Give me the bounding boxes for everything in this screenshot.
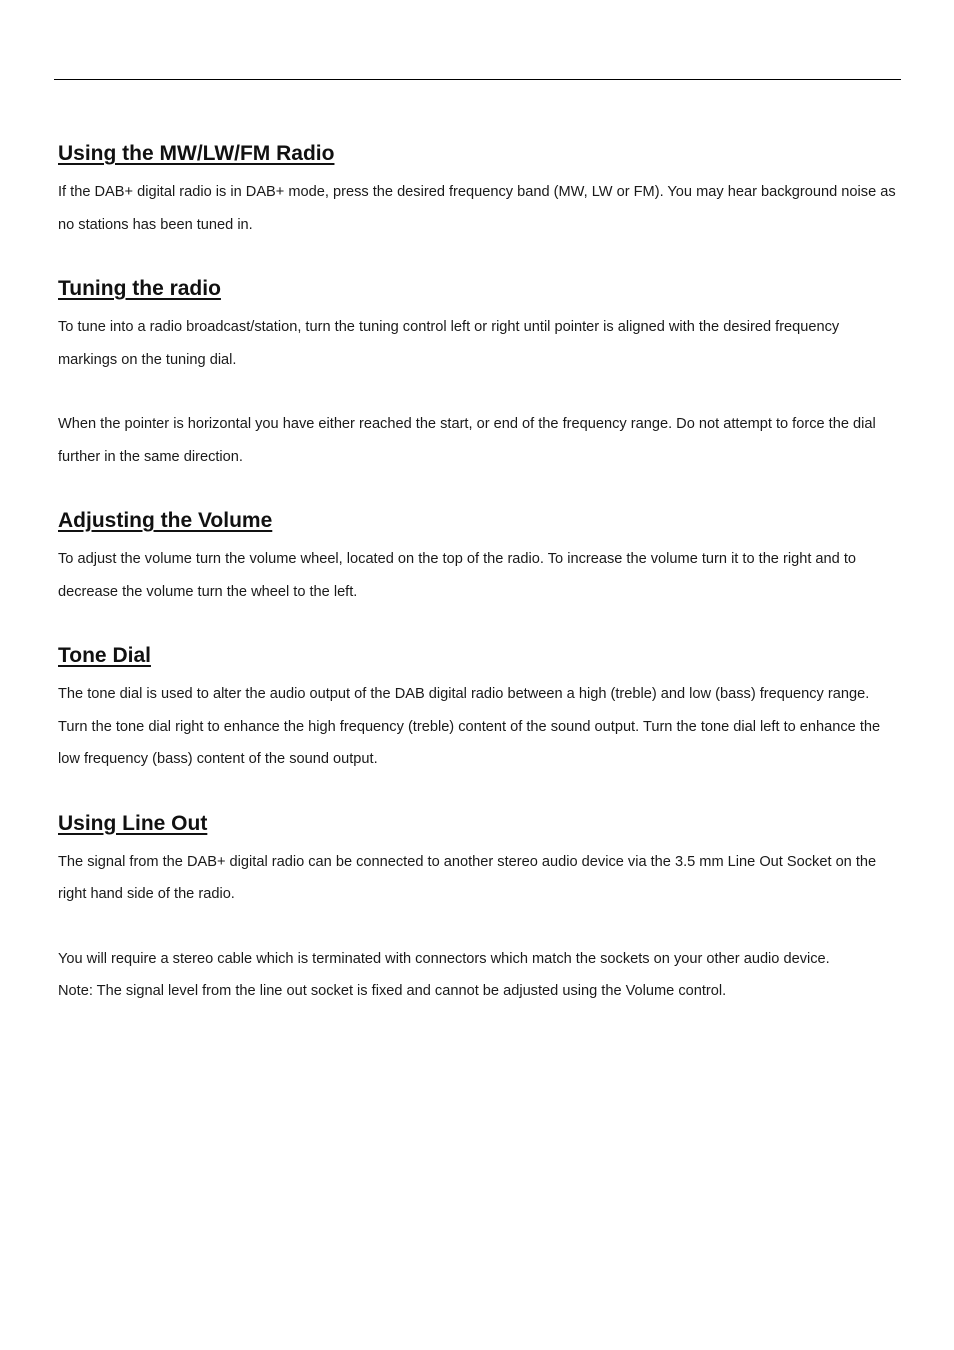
document-body — [58, 138, 898, 1008]
section-paragraph: When the pointer is horizontal you have either reached the start, or end of the frequency range. Do not attempt to force the dial further in the same direction. — [58, 416, 876, 465]
section-line-out — [58, 808, 898, 1008]
section-paragraph: The tone dial is used to alter the audio output of the DAB digital radio between a high (treble) and low (bass) frequency range. Turn the tone dial right to enhance the high frequency (treble) content of the sound output. Turn the tone dial left to enhance the low frequency (bass) content of the sound output. — [58, 686, 881, 767]
section-tuning-radio — [58, 273, 898, 473]
section-heading: Using Line Out — [58, 811, 208, 835]
section-paragraph: You will require a stereo cable which is terminated with connectors which match the sockets on your other audio device. — [58, 950, 830, 967]
section-note: Note: The signal level from the line out socket is fixed and cannot be adjusted using the Volume control. — [58, 983, 727, 999]
section-tone-dial — [58, 640, 898, 776]
section-paragraph: If the DAB+ digital radio is in DAB+ mode, press the desired frequency band (MW, LW or FM). You may hear background noise as no stations has been tuned in. — [58, 184, 896, 233]
section-paragraph: To tune into a radio broadcast/station, turn the tuning control left or right until pointer is aligned with the desired frequency markings on the tuning dial. — [58, 319, 840, 368]
header-rule — [54, 79, 901, 80]
section-heading: Adjusting the Volume — [58, 509, 273, 532]
section-paragraph: To adjust the volume turn the volume wheel, located on the top of the radio. To increase the volume turn it to the right and to decrease the volume turn the wheel to the left. — [58, 551, 857, 600]
section-paragraph: The signal from the DAB+ digital radio can be connected to another stereo audio device via the 3.5 mm Line Out Socket on the right hand side of the radio. — [58, 853, 877, 902]
section-heading: Tuning the radio — [58, 277, 221, 300]
section-adjusting-volume — [58, 505, 898, 608]
section-mw-lw-fm-radio — [58, 138, 898, 241]
section-heading: Tone Dial — [58, 644, 151, 667]
section-heading: Using the MW/LW/FM Radio — [58, 142, 335, 165]
